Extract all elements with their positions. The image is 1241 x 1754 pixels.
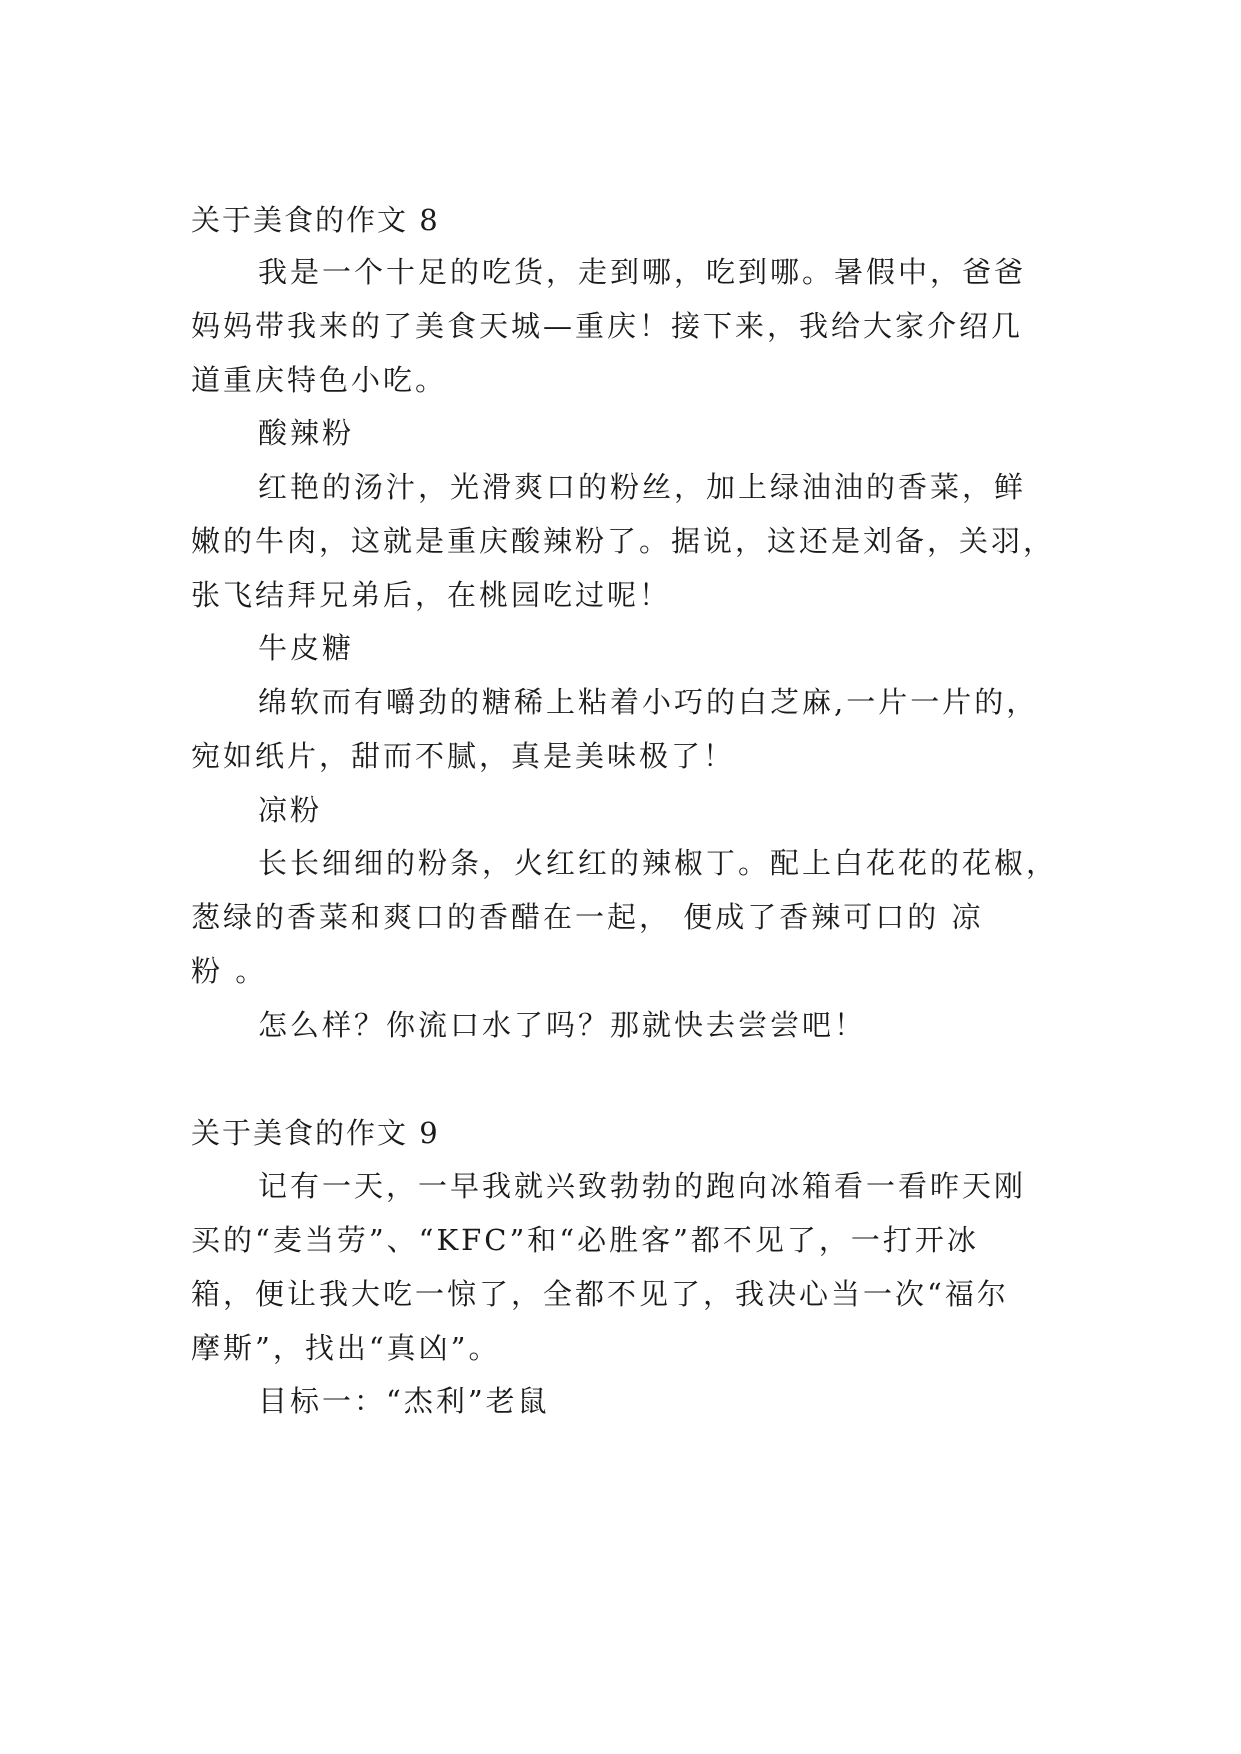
essay-8-dish-3-heading: 凉粉 — [258, 793, 323, 827]
essay-8-dish-3-line-1: 长长细细的粉条，火红红的辣椒丁。配上白花花的花椒， — [258, 846, 1059, 880]
essay-8-dish-3-line-2: 葱绿的香菜和爽口的香醋在一起， 便成了香辣可口的 凉 — [191, 900, 984, 934]
essay-8-dish-1-heading: 酸辣粉 — [258, 416, 355, 450]
essay-8-dish-2-line-1: 绵软而有嚼劲的糖稀上粘着小巧的白芝麻,一片一片的， — [258, 685, 1039, 719]
essay-9-intro-line-1: 记有一天，一早我就兴致勃勃的跑向冰箱看一看昨天刚 — [258, 1169, 1027, 1203]
essay-8-dish-3-line-3: 粉 。 — [191, 954, 268, 988]
essay-8-intro-line-3: 道重庆特色小吃。 — [191, 363, 448, 397]
essay-8-intro-line-1: 我是一个十足的吃货，走到哪，吃到哪。暑假中，爸爸 — [258, 255, 1027, 289]
essay-8-dish-1-line-3: 张飞结拜兄弟后，在桃园吃过呢！ — [191, 578, 672, 612]
essay-9-intro-line-2: 买的“麦当劳”、“KFC”和“必胜客”都不见了，一打开冰 — [191, 1223, 979, 1257]
essay-9-intro-line-4: 摩斯”，找出“真凶”。 — [191, 1331, 501, 1365]
essay-8-dish-2-line-2: 宛如纸片，甜而不腻，真是美味极了！ — [191, 739, 736, 773]
essay-8-dish-1-line-1: 红艳的汤汁，光滑爽口的粉丝，加上绿油油的香菜，鲜 — [258, 470, 1027, 504]
essay-9-title: 关于美食的作文 9 — [191, 1116, 440, 1150]
essay-8-title: 关于美食的作文 8 — [191, 203, 440, 237]
essay-8-dish-2-heading: 牛皮糖 — [258, 631, 355, 665]
essay-8-intro-line-2: 妈妈带我来的了美食天城—重庆！接下来，我给大家介绍几 — [191, 309, 1024, 343]
essay-8-closing: 怎么样？你流口水了吗？那就快去尝尝吧！ — [258, 1008, 867, 1042]
essay-9-intro-line-3: 箱，便让我大吃一惊了，全都不见了，我决心当一次“福尔 — [191, 1277, 1009, 1311]
essay-8-dish-1-line-2: 嫩的牛肉，这就是重庆酸辣粉了。据说，这还是刘备，关羽， — [191, 524, 1056, 558]
essay-9-target-1: 目标一：“杰利”老鼠 — [258, 1384, 550, 1418]
